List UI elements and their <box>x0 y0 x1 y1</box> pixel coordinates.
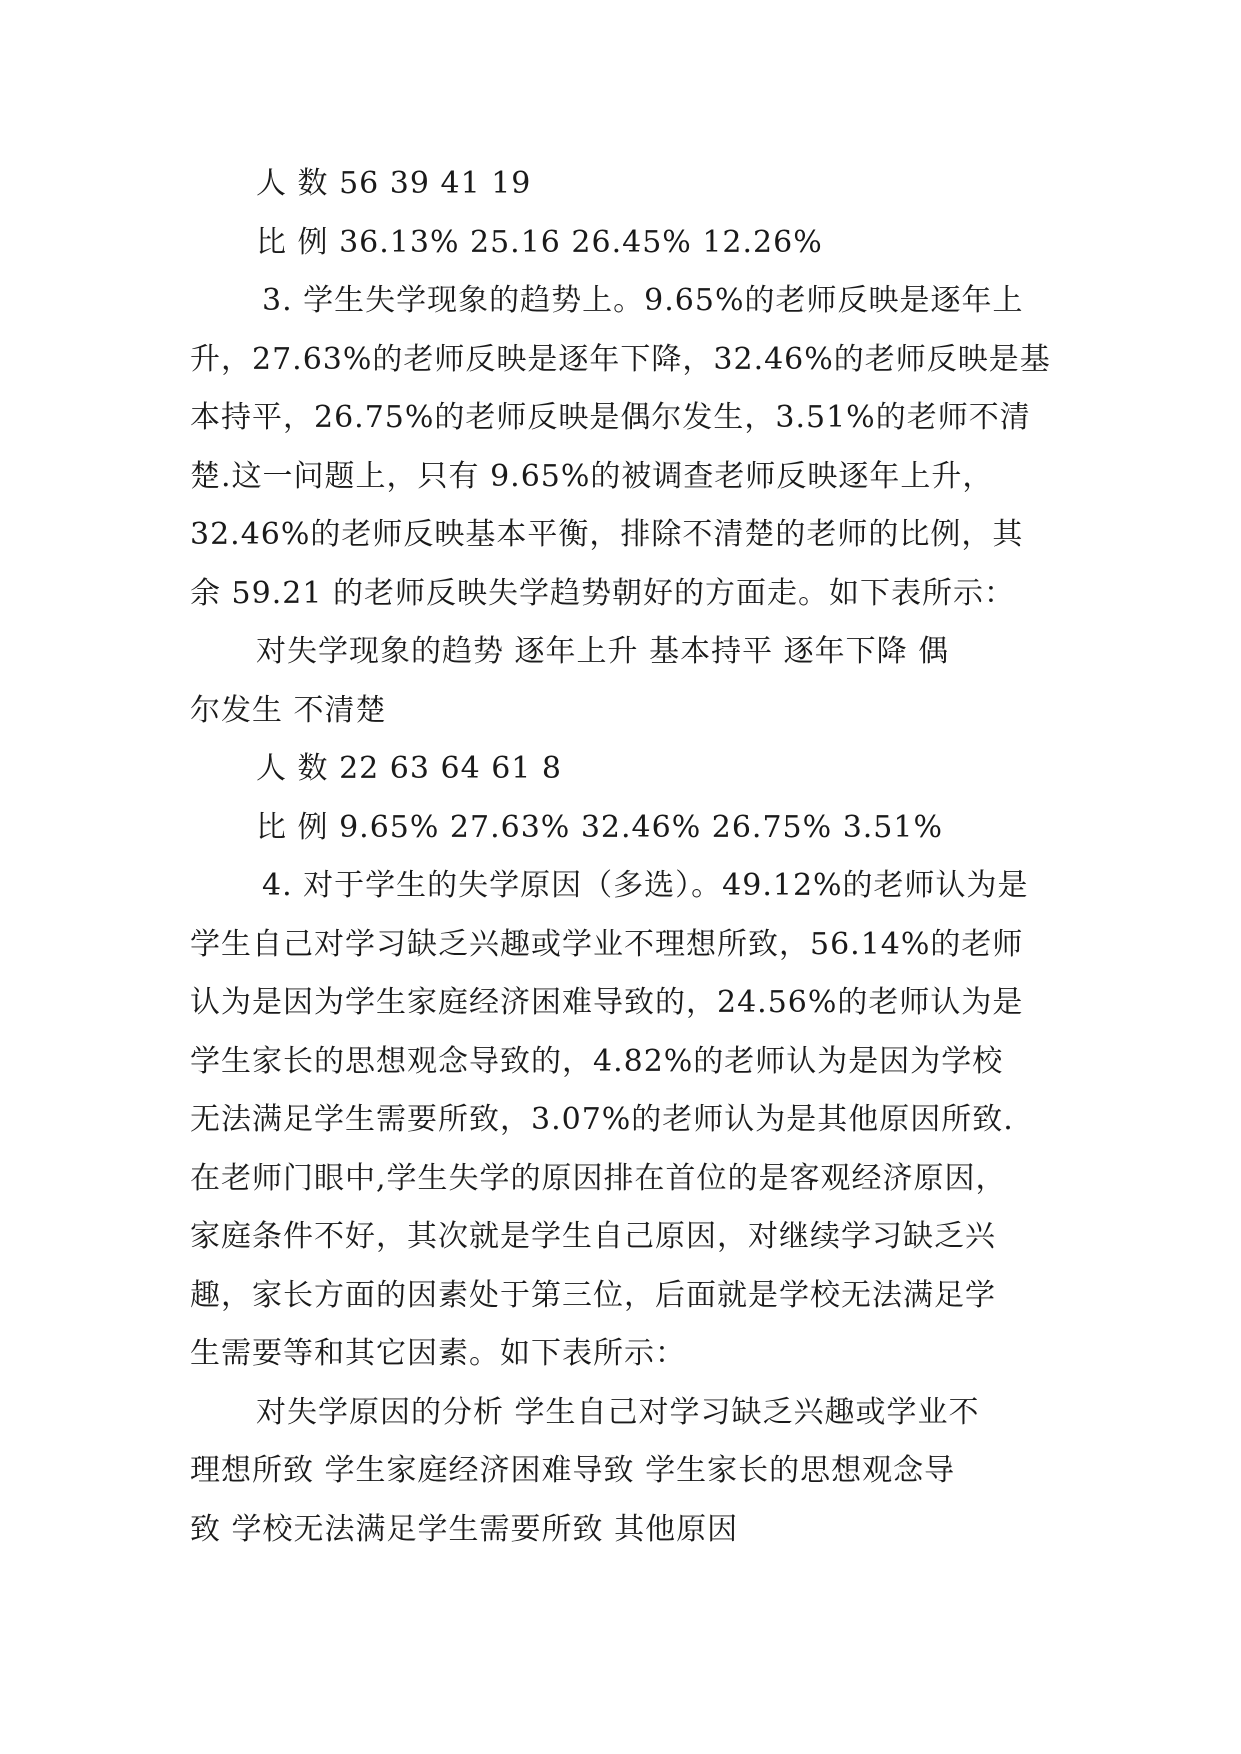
paragraph4-line: 在老师门眼中,学生失学的原因排在首位的是客观经济原因， <box>190 1160 1007 1196</box>
paragraph4-line: 学生家长的思想观念导致的，4.82%的老师认为是因为学校 <box>190 1043 1004 1079</box>
paragraph3-line: 升，27.63%的老师反映是逐年下降，32.46%的老师反映是基 <box>190 341 1051 377</box>
paragraph3-line: 楚.这一问题上，只有 9.65%的被调查老师反映逐年上升， <box>190 458 994 494</box>
paragraph4-line: 学生自己对学习缺乏兴趣或学业不理想所致，56.14%的老师 <box>190 926 1024 962</box>
table1-ratio-row: 比 例 36.13% 25.16 26.45% 12.26% <box>256 224 823 260</box>
table1-count-row: 人 数 56 39 41 19 <box>256 166 532 201</box>
paragraph4-line: 无法满足学生需要所致，3.07%的老师认为是其他原因所致. <box>190 1102 1014 1137</box>
table3-header-line: 对失学原因的分析 学生自己对学习缺乏兴趣或学业不 <box>256 1394 980 1430</box>
document-body <box>190 155 1050 1559</box>
paragraph4-line: 生需要等和其它因素。如下表所示： <box>190 1336 686 1371</box>
paragraph3-line: 本持平，26.75%的老师反映是偶尔发生，3.51%的老师不清 <box>190 400 1031 435</box>
table3-header-line: 理想所致 学生家庭经济困难导致 学生家长的思想观念导 <box>190 1453 956 1488</box>
paragraph4-line: 认为是因为学生家庭经济困难导致的，24.56%的老师认为是 <box>190 985 1024 1020</box>
paragraph3-line: 余 59.21 的老师反映失学趋势朝好的方面走。如下表所示： <box>190 575 1015 611</box>
table2-header-line: 尔发生 不清楚 <box>190 692 387 728</box>
table2-count-row: 人 数 22 63 64 61 8 <box>256 751 562 786</box>
table2-header-line: 对失学现象的趋势 逐年上升 基本持平 逐年下降 偶 <box>256 634 950 669</box>
paragraph4-line: 4. 对于学生的失学原因（多选）。49.12%的老师认为是 <box>262 868 1029 903</box>
paragraph4-line: 家庭条件不好，其次就是学生自己原因，对继续学习缺乏兴 <box>190 1219 996 1254</box>
paragraph3-line: 3. 学生失学现象的趋势上。9.65%的老师反映是逐年上 <box>262 283 1024 318</box>
table2-ratio-row: 比 例 9.65% 27.63% 32.46% 26.75% 3.51% <box>256 809 943 845</box>
paragraph3-line: 32.46%的老师反映基本平衡，排除不清楚的老师的比例，其 <box>190 517 1024 552</box>
table3-header-line: 致 学校无法满足学生需要所致 其他原因 <box>190 1511 739 1547</box>
paragraph4-line: 趣，家长方面的因素处于第三位，后面就是学校无法满足学 <box>190 1277 996 1313</box>
